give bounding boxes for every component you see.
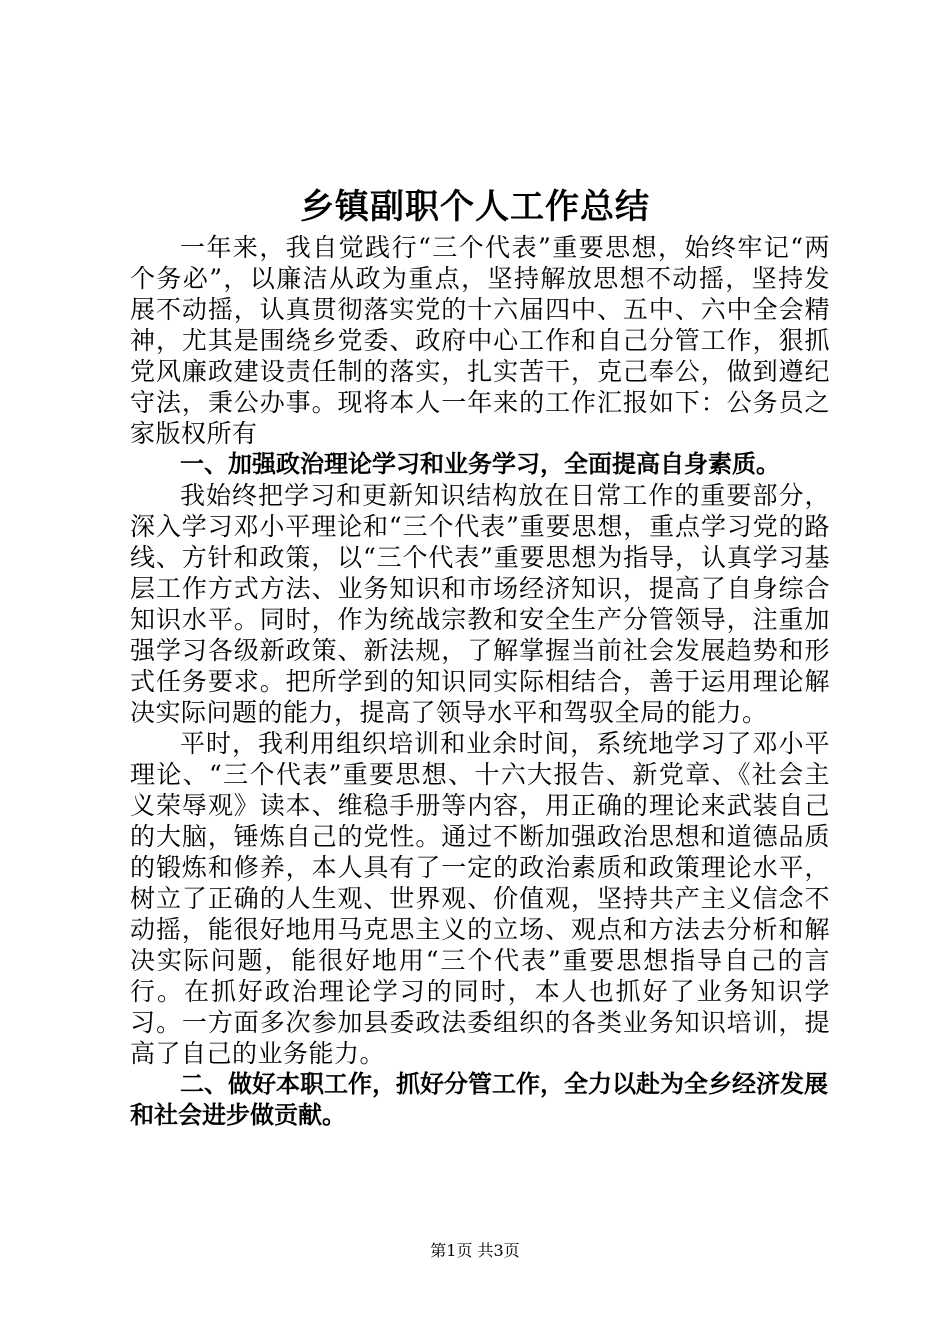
section-heading-1: 一、加强政治理论学习和业务学习，全面提高自身素质。 xyxy=(180,450,780,478)
document-body xyxy=(130,232,830,1131)
section-heading-2: 二、做好本职工作，抓好分管工作，全力以赴为全乡经济发展和社会进步做贡献。 xyxy=(130,1070,828,1129)
page-number-footer: 第1页 共3页 xyxy=(430,1241,520,1260)
paragraph-intro: 一年来，我自觉践行“三个代表”重要思想，始终牢记“两个务必”，以廉洁从政为重点，坚持解放思想不动摇，坚持发展不动摇，认真贯彻落实党的十六届四中、五中、六中全会精神，尤其是围绕乡党委、政府中心工作和自己分管工作，狠抓党风廉政建设责任制的落实，扎实苦干，克己奉公，做到遵纪守法，秉公办事。现将本人一年来的工作汇报如下：公务员之家版权所有 xyxy=(130,233,830,448)
paragraph-theory: 平时，我利用组织培训和业余时间，系统地学习了邓小平理论、“三个代表”重要思想、十六大报告、新党章、《社会主义荣辱观》读本、维稳手册等内容，用正确的理论来武装自己的大脑，锤炼自己的党性。通过不断加强政治思想和道德品质的锻炼和修养，本人具有了一定的政治素质和政策理论水平，树立了正确的人生观、世界观、价值观，坚持共产主义信念不动摇，能很好地用马克思主义的立场、观点和方法去分析和解决实际问题，能很好地用“三个代表”重要思想指导自己的言行。在抓好政治理论学习的同时，本人也抓好了业务知识学习。一方面多次参加县委政法委组织的各类业务知识培训，提高了自己的业务能力。 xyxy=(130,729,830,1068)
document-title: 乡镇副职个人工作总结 xyxy=(300,187,650,227)
paragraph-study: 我始终把学习和更新知识结构放在日常工作的重要部分，深入学习邓小平理论和“三个代表”重要思想，重点学习党的路线、方针和政策，以“三个代表”重要思想为指导，认真学习基层工作方式方法、业务知识和市场经济知识，提高了自身综合知识水平。同时，作为统战宗教和安全生产分管领导，注重加强学习各级新政策、新法规，了解掌握当前社会发展趋势和形式任务要求。把所学到的知识同实际相结合，善于运用理论解决实际问题的能力，提高了领导水平和驾驭全局的能力。 xyxy=(130,481,830,727)
